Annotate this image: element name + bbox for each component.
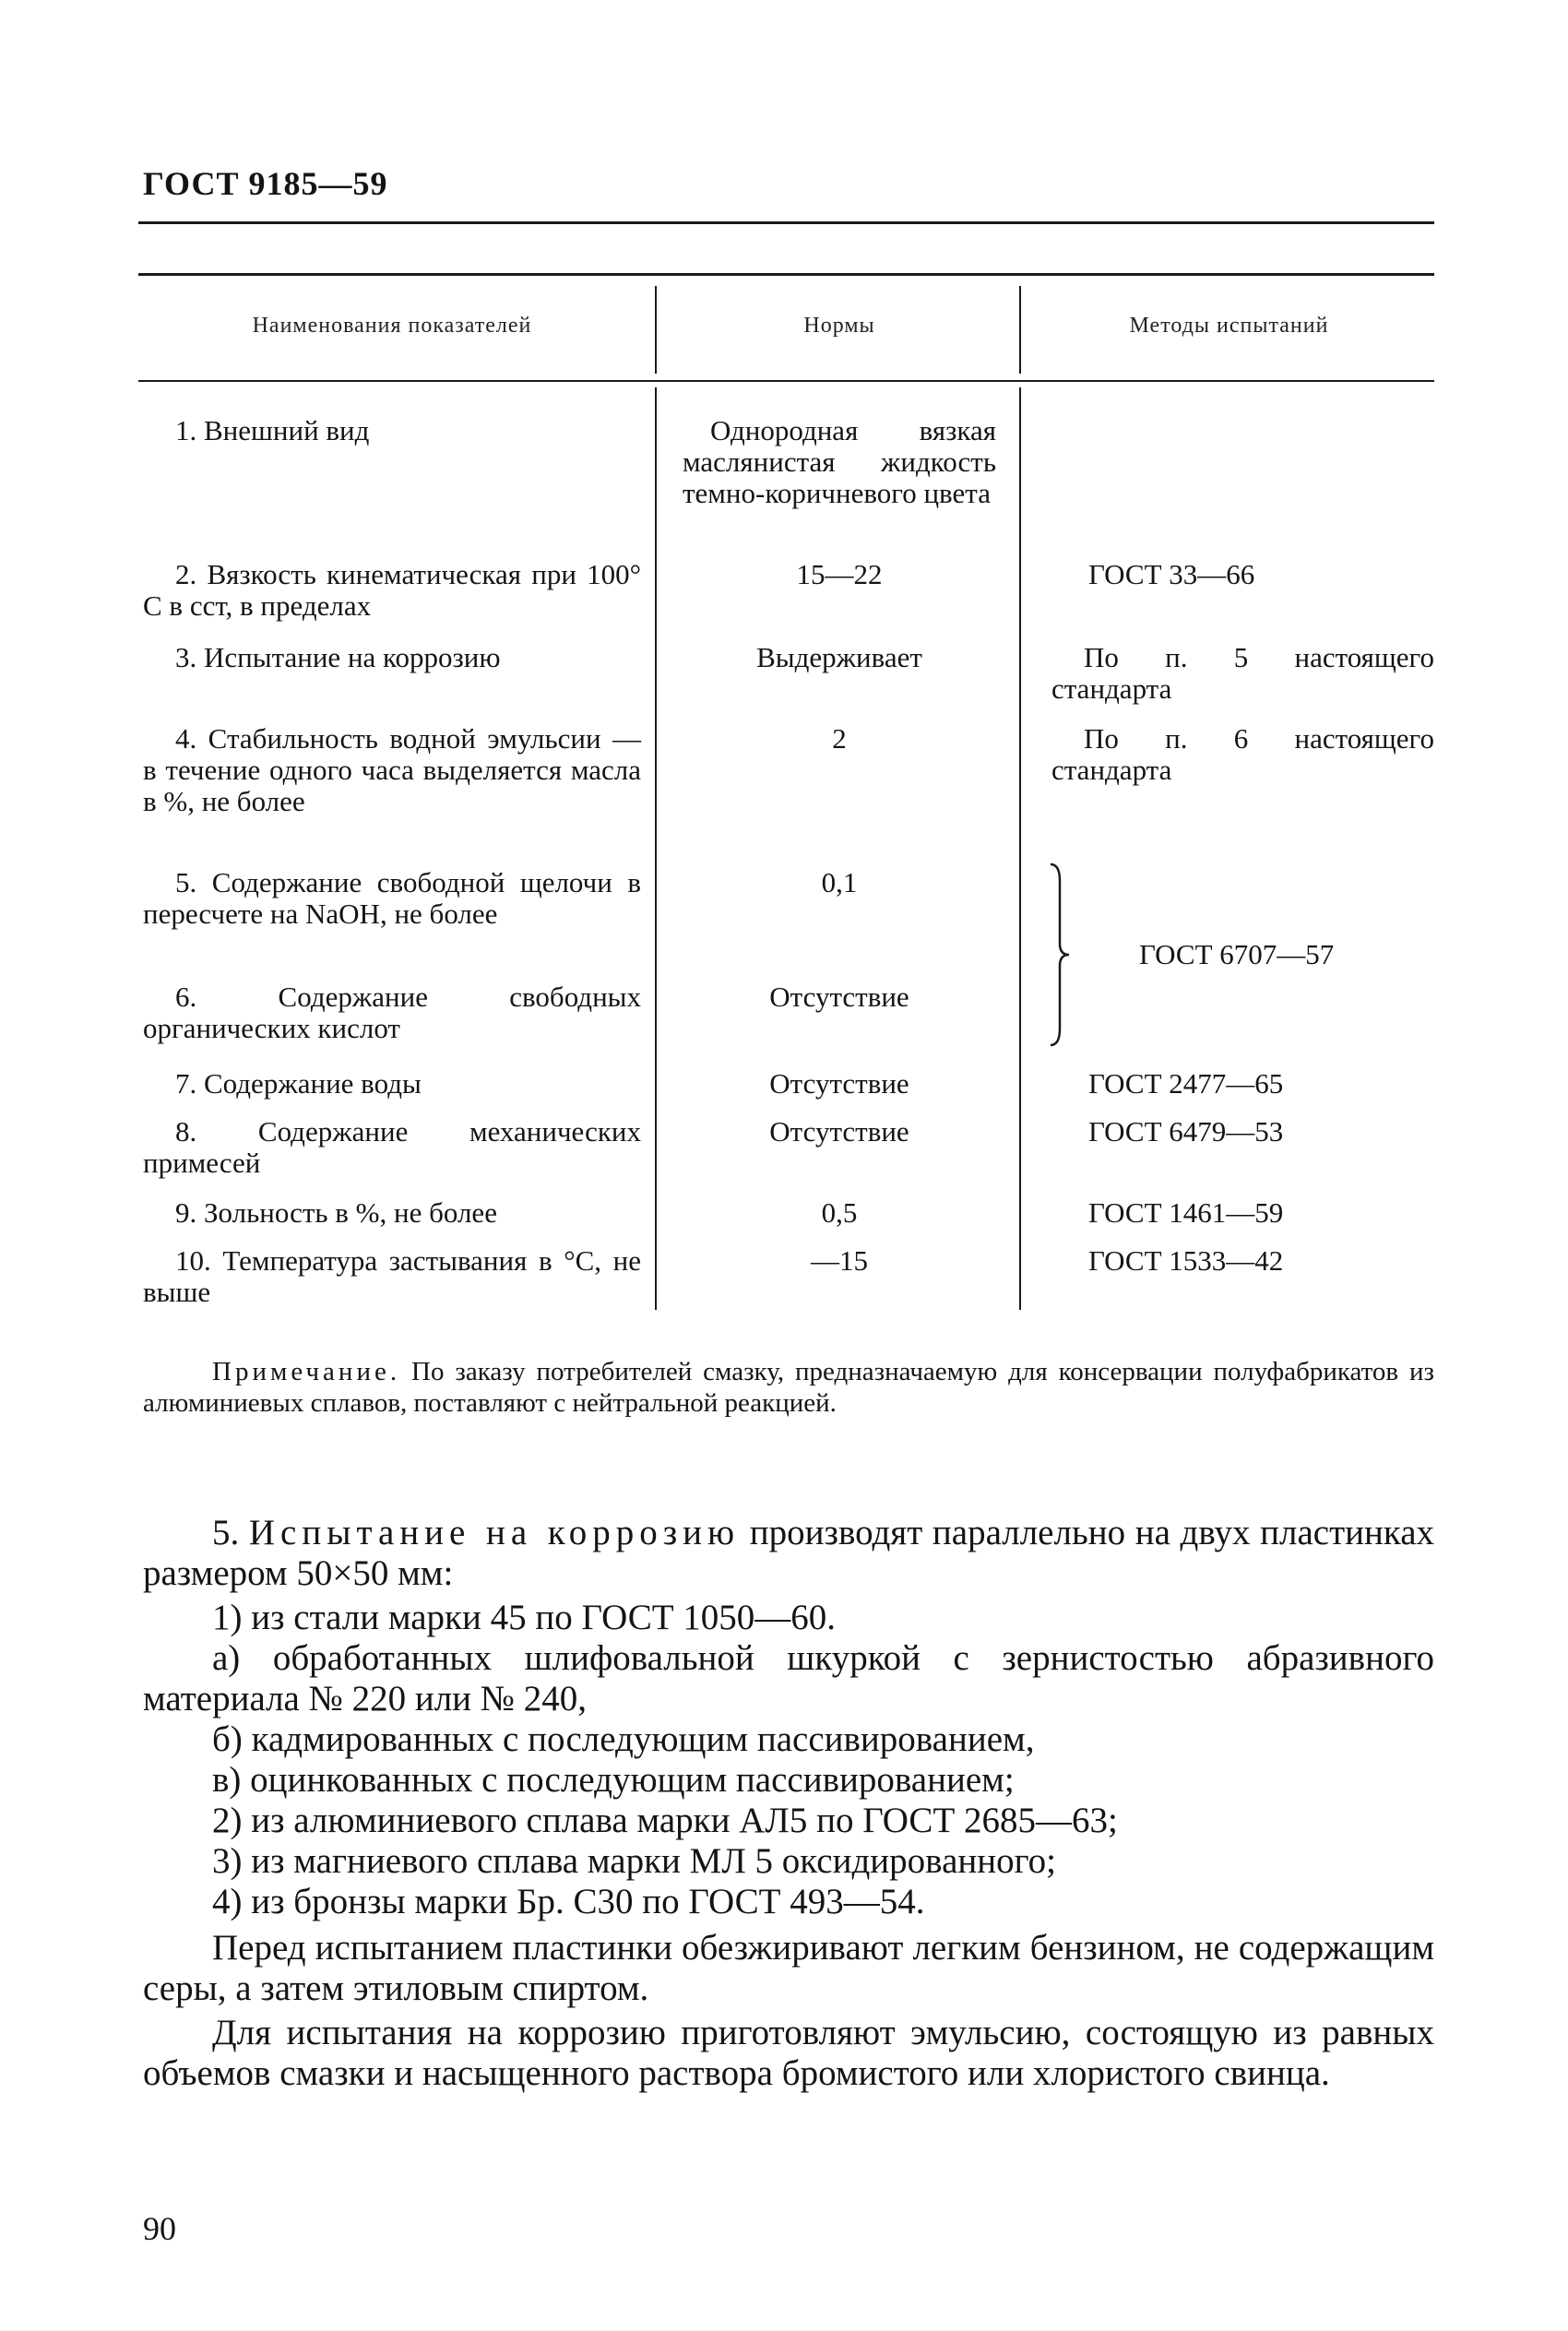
column-header-name: Наименования показателей (252, 314, 532, 338)
table-row-method: ГОСТ 6479—53 (1088, 1115, 1284, 1148)
table-row-name: 5. Содержание свободной щелочи в пересчете на NaOH, не более (143, 866, 641, 930)
column-divider (1019, 387, 1021, 1310)
list-item: 2) из алюминиевого сплава марки АЛ5 по ГОСТ 2685—63; (212, 1801, 1118, 1840)
table-row-norm: 0,5 (821, 1196, 858, 1229)
table-row-name: 8. Содержание механических примесей (143, 1115, 641, 1179)
table-row-name: 6. Содержание свободных органических кислот (143, 981, 641, 1044)
table-row-norm: 0,1 (821, 866, 858, 898)
table-row-norm: 2 (832, 722, 847, 755)
table-row-method: По п. 6 настоящего стандарта (1051, 722, 1434, 786)
table-header-rule (138, 380, 1434, 382)
column-divider (655, 387, 657, 1310)
header-rule (138, 221, 1434, 224)
section-title: Испытание на коррозию (248, 1513, 741, 1552)
section-number: 5. (212, 1513, 240, 1552)
list-item: 1) из стали марки 45 по ГОСТ 1050—60. (212, 1598, 837, 1637)
page-number: 90 (143, 2210, 176, 2247)
list-item: 4) из бронзы марки Бр. С30 по ГОСТ 493—54. (212, 1882, 925, 1921)
table-top-rule (138, 273, 1434, 276)
note-text: По заказу потребителей смазку, предназначаемую для консервации полуфабрикатов из алюминиевых сплавов, поставляют с нейтральной реакцией. (143, 1357, 1435, 1418)
table-row-method: ГОСТ 2477—65 (1088, 1067, 1284, 1100)
document-code: ГОСТ 9185—59 (143, 165, 388, 202)
table-shared-method: ГОСТ 6707—57 (1139, 938, 1335, 970)
column-divider (1019, 286, 1021, 374)
table-row-norm: Выдерживает (756, 641, 922, 673)
table-row-norm: Отсутствие (769, 1115, 909, 1148)
table-row-name: 9. Зольность в %, не более (175, 1196, 497, 1229)
list-item: в) оцинкованных с последующим пассивированием; (212, 1760, 1015, 1800)
table-row-method: ГОСТ 1533—42 (1088, 1244, 1284, 1277)
list-item: а) обработанных шлифовальной шкуркой с зернистостью абразивного материала № 220 или № 240, (143, 1638, 1434, 1719)
table-note (143, 1356, 1434, 1419)
table-row-norm: Отсутствие (769, 1067, 909, 1100)
table-row-name: 4. Стабильность водной эмульсии — в течение одного часа выделяется масла в %, не более (143, 722, 641, 817)
column-header-method: Методы испытаний (1129, 314, 1329, 338)
table-row-method: По п. 5 настоящего стандарта (1051, 641, 1434, 705)
column-divider (655, 286, 657, 374)
table-row-norm: Однородная вязкая маслянистая жидкость темно-коричневого цвета (683, 414, 996, 509)
table-row-method: ГОСТ 1461—59 (1088, 1196, 1284, 1229)
right-brace-icon (1047, 862, 1075, 1047)
table-row-name: 2. Вязкость кинематическая при 100° С в сст, в пределах (143, 558, 641, 622)
table-row-name: 7. Содержание воды (175, 1067, 422, 1100)
section-intro-text: производят параллельно на двух пластинках размером 50×50 мм: (143, 1513, 1435, 1593)
paragraph: Для испытания на коррозию приготовляют эмульсию, состоящую из равных объемов смазки и насыщенного раствора бромистого или хлористого свинца. (143, 2013, 1434, 2093)
note-label: Примечание. (212, 1357, 401, 1386)
paragraph: Перед испытанием пластинки обезжиривают легким бензином, не содержащим серы, а затем этиловым спиртом. (143, 1928, 1434, 2008)
table-row-norm: 15—22 (796, 558, 883, 590)
list-item: б) кадмированных с последующим пассивированием, (212, 1719, 1035, 1759)
table-row-norm: Отсутствие (769, 981, 909, 1013)
section-5-intro (143, 1513, 1434, 1594)
list-item: 3) из магниевого сплава марки МЛ 5 оксидированного; (212, 1841, 1056, 1881)
table-row-name: 1. Внешний вид (175, 414, 370, 446)
table-row-name: 10. Температура застывания в °С, не выше (143, 1244, 641, 1308)
table-row-name: 3. Испытание на коррозию (175, 641, 501, 673)
table-row-method: ГОСТ 33—66 (1088, 558, 1255, 590)
table-row-norm: —15 (811, 1244, 868, 1277)
column-header-norm: Нормы (803, 314, 875, 338)
